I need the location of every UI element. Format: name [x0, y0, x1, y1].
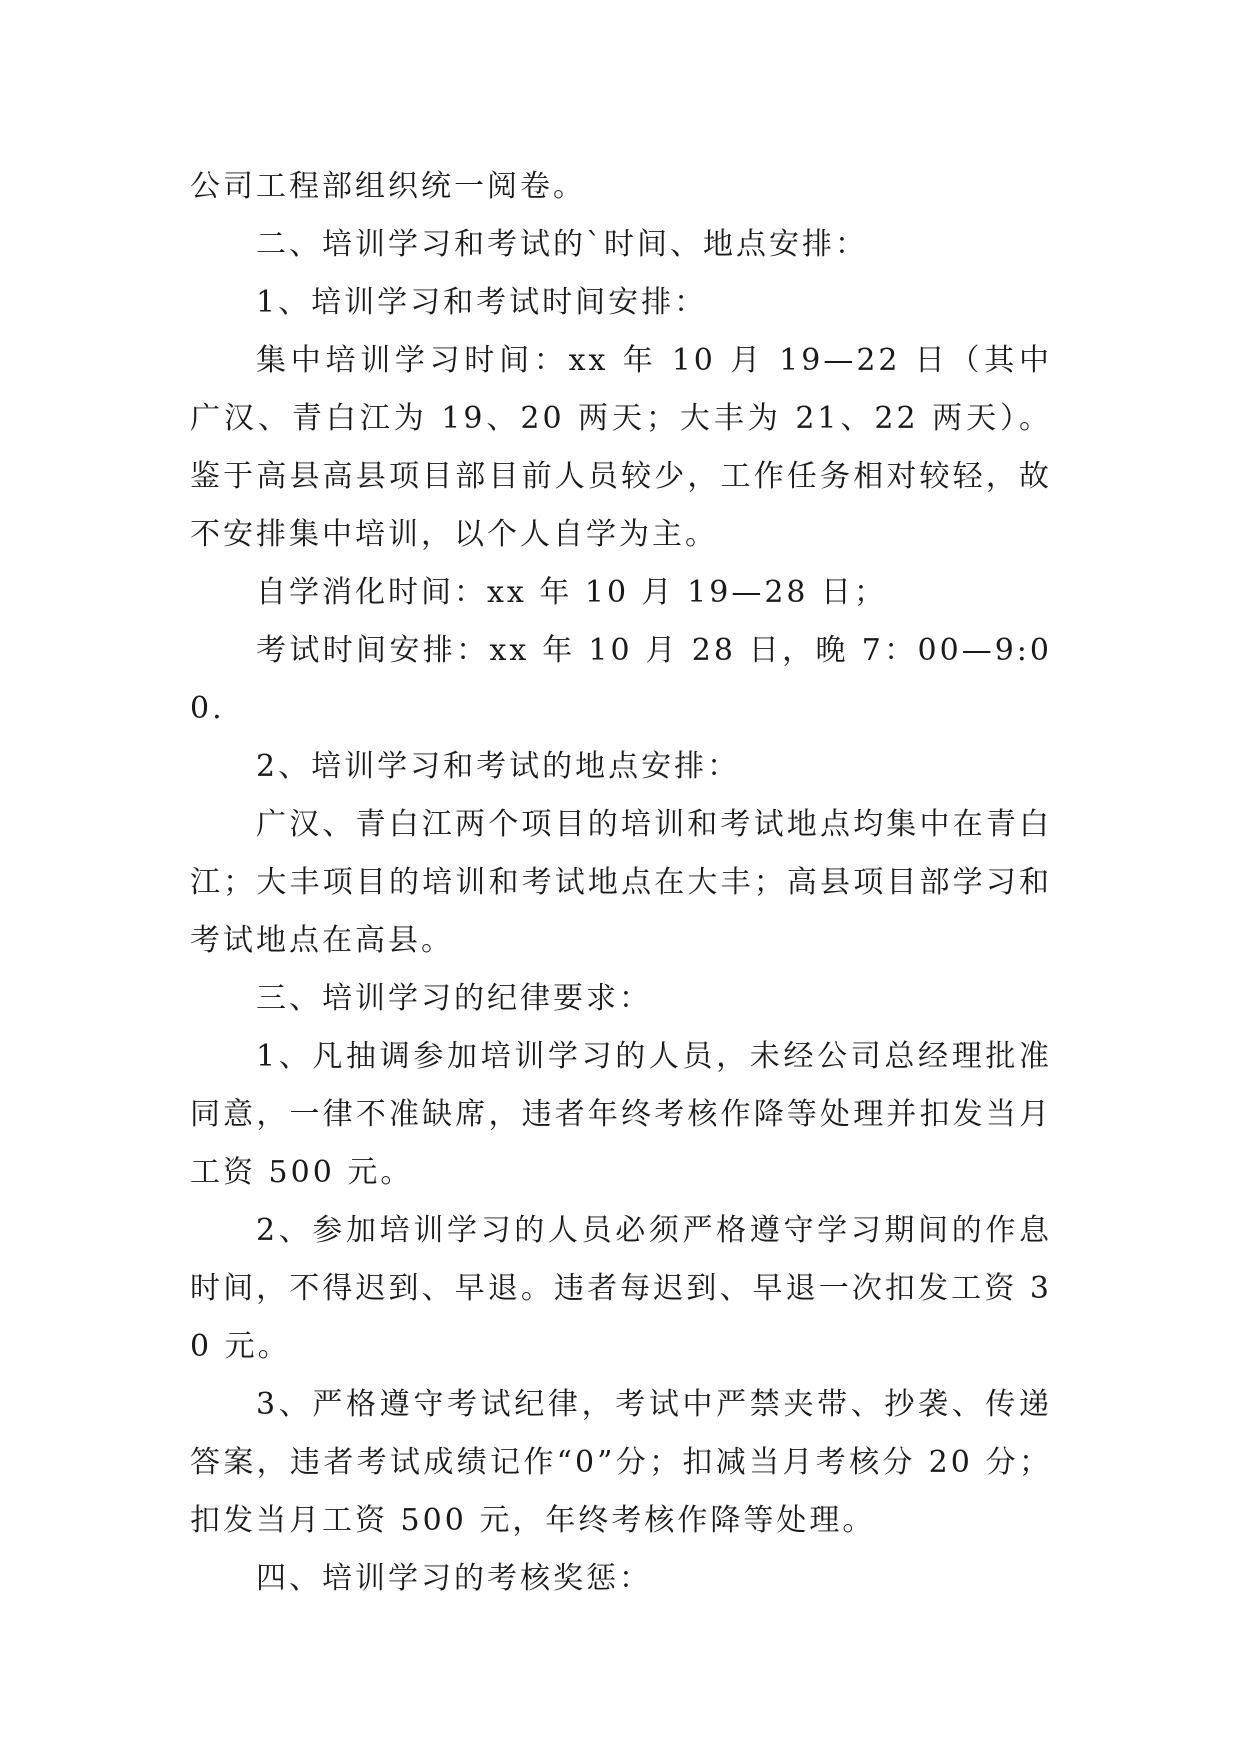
subsection-heading: 2、培训学习和考试的地点安排：	[256, 749, 741, 784]
paragraph: 3、严格遵守考试纪律，考试中严禁夹带、抄袭、传递答案，违者考试成绩记作“0”分；扣减当月考核分 20 分；扣发当月工资 500 元，年终考核作降等处理。	[190, 1387, 1052, 1538]
document-body	[190, 158, 1052, 1608]
paragraph: 考试时间安排：xx 年 10 月 28 日，晚 7：00—9:00.	[190, 633, 1052, 726]
paragraph: 广汉、青白江两个项目的培训和考试地点均集中在青白江；大丰项目的培训和考试地点在大丰；高县项目部学习和考试地点在高县。	[190, 807, 1052, 958]
paragraph: 公司工程部组织统一阅卷。	[190, 169, 586, 204]
section-heading: 三、培训学习的纪律要求：	[256, 981, 652, 1016]
subsection-heading: 1、培训学习和考试时间安排：	[256, 285, 708, 320]
paragraph: 1、凡抽调参加培训学习的人员，未经公司总经理批准同意，一律不准缺席，违者年终考核作降等处理并扣发当月工资 500 元。	[190, 1039, 1052, 1190]
paragraph: 自学消化时间：xx 年 10 月 19—28 日；	[256, 575, 888, 610]
paragraph: 2、参加培训学习的人员必须严格遵守学习期间的作息时间，不得迟到、早退。违者每迟到、早退一次扣发工资 30 元。	[190, 1213, 1052, 1364]
section-heading: 二、培训学习和考试的`时间、地点安排：	[256, 227, 868, 262]
paragraph: 集中培训学习时间：xx 年 10 月 19—22 日（其中广汉、青白江为 19、20 两天；大丰为 21、22 两天）。鉴于高县高县项目部目前人员较少，工作任务相对较轻，故不安排集中培训，以个人自学为主。	[190, 343, 1052, 552]
section-heading: 四、培训学习的考核奖惩：	[256, 1561, 652, 1596]
